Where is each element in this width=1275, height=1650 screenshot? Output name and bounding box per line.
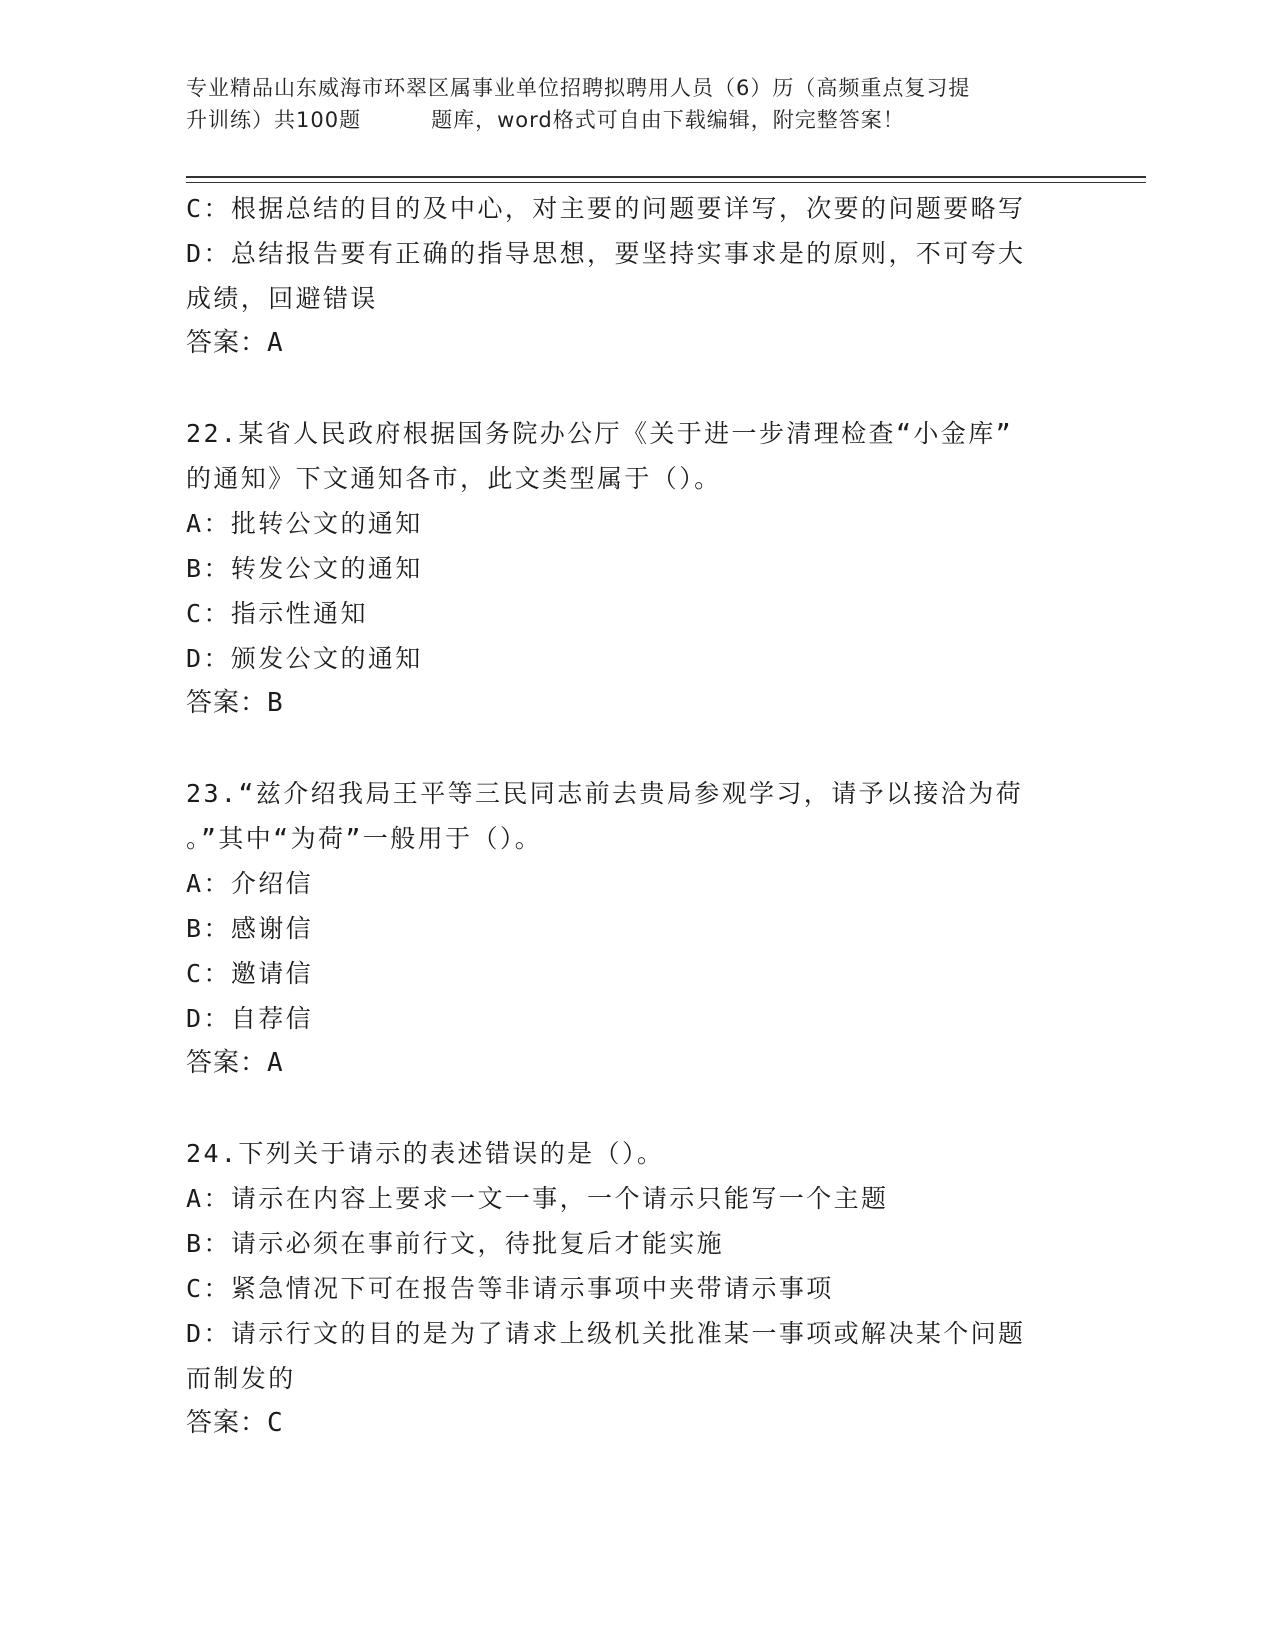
header-line-2	[186, 104, 1066, 136]
question-stem: 22.某省人民政府根据国务院办公厅《关于进一步清理检查“小金库”	[186, 419, 1014, 448]
answer-line	[186, 321, 1066, 366]
header-divider-thin	[186, 182, 1146, 183]
page-header	[186, 72, 1066, 136]
option-b: B：感谢信	[186, 914, 314, 943]
answer-line	[186, 1041, 1066, 1086]
header-line-2-left: 升训练）共100题	[186, 108, 362, 132]
option-c: C：紧急情况下可在报告等非请示事项中夹带请示事项	[186, 1274, 834, 1303]
option-c: C：邀请信	[186, 959, 314, 988]
question-stem: 24.下列关于请示的表述错误的是（）。	[186, 1139, 665, 1168]
option-c: C：根据总结的目的及中心，对主要的问题要详写，次要的问题要略写	[186, 194, 1026, 223]
option-c: C：指示性通知	[186, 599, 368, 628]
answer-line	[186, 681, 1066, 726]
answer-value: B	[267, 688, 284, 718]
question-stem: 23.“兹介绍我局王平等三民同志前去贵局参观学习，请予以接洽为荷	[186, 779, 1024, 808]
question-24	[186, 1131, 1066, 1446]
question-23	[186, 771, 1066, 1086]
question-stem-continued: 。”其中“为荷”一般用于（）。	[186, 824, 543, 853]
option-d-continued: 成绩，回避错误	[186, 284, 378, 313]
option-d: D：请示行文的目的是为了请求上级机关批准某一事项或解决某个问题	[186, 1319, 1026, 1348]
option-d: D：自荐信	[186, 1004, 314, 1033]
header-divider-thick	[186, 176, 1146, 178]
option-a: A：介绍信	[186, 869, 314, 898]
question-content	[186, 186, 1066, 1446]
question-22	[186, 411, 1066, 726]
header-line-1: 专业精品山东威海市环翠区属事业单位招聘拟聘用人员（6）历（高频重点复习提	[186, 76, 971, 100]
option-a: A：请示在内容上要求一文一事，一个请示只能写一个主题	[186, 1184, 889, 1213]
answer-label: 答案：	[186, 328, 268, 358]
answer-label: 答案：	[186, 1408, 268, 1438]
answer-line	[186, 1401, 1066, 1446]
question-21-tail	[186, 186, 1066, 366]
answer-value: C	[267, 1408, 284, 1438]
option-b: B：转发公文的通知	[186, 554, 423, 583]
answer-value: A	[267, 328, 284, 358]
header-line-2-right: 题库，word格式可自由下载编辑，附完整答案！	[431, 108, 905, 132]
option-d: D：总结报告要有正确的指导思想，要坚持实事求是的原则，不可夸大	[186, 239, 1026, 268]
answer-label: 答案：	[186, 1048, 268, 1078]
option-a: A：批转公文的通知	[186, 509, 423, 538]
option-d-continued: 而制发的	[186, 1364, 296, 1393]
question-stem-continued: 的通知》下文通知各市，此文类型属于（）。	[186, 464, 722, 493]
option-d: D：颁发公文的通知	[186, 644, 423, 673]
answer-value: A	[267, 1048, 284, 1078]
option-b: B：请示必须在事前行文，待批复后才能实施	[186, 1229, 725, 1258]
answer-label: 答案：	[186, 688, 268, 718]
